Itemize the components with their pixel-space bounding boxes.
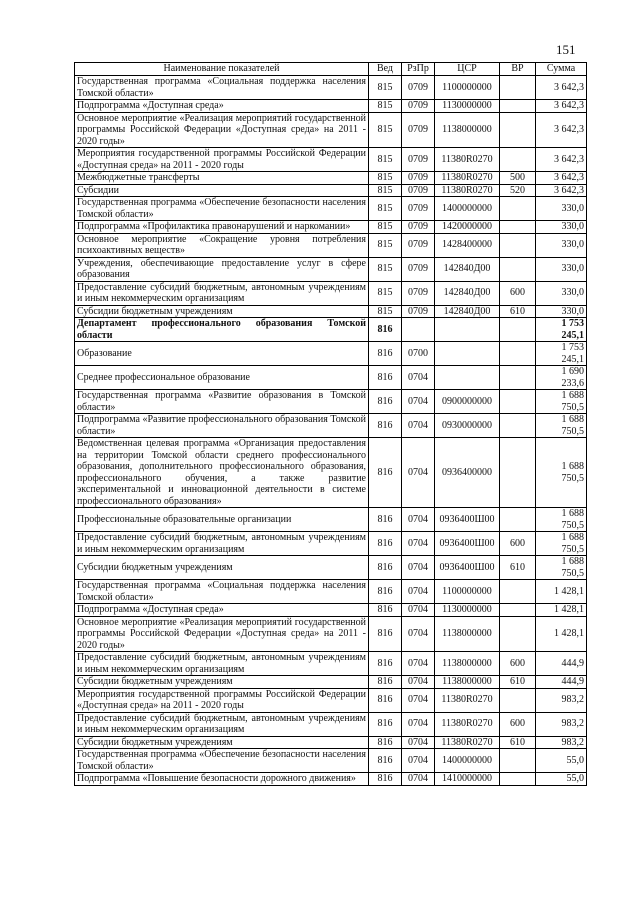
- row-ved: 815: [369, 184, 402, 197]
- row-csr: 1130000000: [435, 604, 500, 617]
- row-csr: 0930000000: [435, 414, 500, 438]
- row-ved: 815: [369, 305, 402, 318]
- row-name: Субсидии бюджетным учреждениям: [75, 676, 369, 689]
- table-row: [75, 604, 587, 617]
- row-ved: 816: [369, 773, 402, 786]
- row-name: Государственная программа «Социальная поддержка населения Томской области»: [75, 76, 369, 100]
- row-csr: 1400000000: [435, 749, 500, 773]
- table-header-row: [75, 63, 587, 76]
- row-vr: [500, 508, 536, 532]
- row-sum: 3 642,3: [536, 100, 587, 113]
- table-row: [75, 257, 587, 281]
- row-csr: 1130000000: [435, 100, 500, 113]
- row-rzpr: 0709: [402, 197, 435, 221]
- row-vr: 610: [500, 676, 536, 689]
- row-sum: 1 753 245,1: [536, 318, 587, 342]
- row-sum: 983,2: [536, 712, 587, 736]
- row-sum: 983,2: [536, 688, 587, 712]
- row-ved: 816: [369, 438, 402, 508]
- row-csr: 142840Д00: [435, 257, 500, 281]
- table-row: [75, 184, 587, 197]
- row-rzpr: 0709: [402, 221, 435, 234]
- row-rzpr: 0704: [402, 438, 435, 508]
- row-name: Ведомственная целевая программа «Организация предоставления на территории Томской области среднего профессионального образования, дополнительного профессионального образования, профессионального обучения, а также развитие экспериментальной и инновационной деятельности в системе профессионального образования»: [75, 438, 369, 508]
- row-csr: 11380R0270: [435, 148, 500, 172]
- row-name: Предоставление субсидий бюджетным, автономным учреждениям и иным некоммерческим организациям: [75, 281, 369, 305]
- row-vr: [500, 100, 536, 113]
- table-row: [75, 736, 587, 749]
- table-row: [75, 532, 587, 556]
- row-ved: 816: [369, 736, 402, 749]
- row-vr: [500, 580, 536, 604]
- row-rzpr: 0709: [402, 148, 435, 172]
- row-rzpr: 0704: [402, 749, 435, 773]
- row-sum: 3 642,3: [536, 172, 587, 185]
- row-csr: 1100000000: [435, 76, 500, 100]
- row-vr: 600: [500, 712, 536, 736]
- row-name: Государственная программа «Развитие образования в Томской области»: [75, 390, 369, 414]
- row-csr: 11380R0270: [435, 736, 500, 749]
- row-rzpr: 0709: [402, 76, 435, 100]
- row-ved: 815: [369, 76, 402, 100]
- row-vr: [500, 342, 536, 366]
- table-row: [75, 414, 587, 438]
- row-vr: [500, 76, 536, 100]
- row-name: Учреждения, обеспечивающие предоставление услуг в сфере образования: [75, 257, 369, 281]
- row-rzpr: 0704: [402, 366, 435, 390]
- table-row: [75, 580, 587, 604]
- row-sum: 1 428,1: [536, 580, 587, 604]
- row-ved: 816: [369, 652, 402, 676]
- row-name: Предоставление субсидий бюджетным, автономным учреждениям и иным некоммерческим организациям: [75, 712, 369, 736]
- row-name: Основное мероприятие «Сокращение уровня потребления психоактивных веществ»: [75, 233, 369, 257]
- table-row: [75, 616, 587, 652]
- row-rzpr: 0704: [402, 773, 435, 786]
- header-name: Наименование показателей: [75, 63, 369, 76]
- row-csr: [435, 318, 500, 342]
- row-vr: [500, 438, 536, 508]
- table-row: [75, 390, 587, 414]
- row-csr: 1420000000: [435, 221, 500, 234]
- row-ved: 816: [369, 688, 402, 712]
- row-ved: 816: [369, 390, 402, 414]
- row-vr: [500, 773, 536, 786]
- row-name: Подпрограмма «Развитие профессионального образования Томской области»: [75, 414, 369, 438]
- table-row: [75, 197, 587, 221]
- row-name: Государственная программа «Социальная поддержка населения Томской области»: [75, 580, 369, 604]
- row-csr: 11380R0270: [435, 184, 500, 197]
- row-csr: 1138000000: [435, 676, 500, 689]
- row-ved: 815: [369, 257, 402, 281]
- row-rzpr: 0704: [402, 532, 435, 556]
- row-ved: 816: [369, 342, 402, 366]
- row-csr: 0900000000: [435, 390, 500, 414]
- header-rzpr: РзПр: [402, 63, 435, 76]
- row-sum: 1 428,1: [536, 604, 587, 617]
- row-rzpr: 0709: [402, 100, 435, 113]
- header-sum: Сумма: [536, 63, 587, 76]
- row-sum: 3 642,3: [536, 76, 587, 100]
- row-name: Субсидии бюджетным учреждениям: [75, 556, 369, 580]
- table-row: [75, 652, 587, 676]
- row-rzpr: 0709: [402, 281, 435, 305]
- row-name: Основное мероприятие «Реализация мероприятий государственной программы Российской Федерации «Доступная среда» на 2011 - 2020 годы»: [75, 112, 369, 148]
- table-row: [75, 773, 587, 786]
- row-vr: 610: [500, 736, 536, 749]
- row-name: Подпрограмма «Доступная среда»: [75, 100, 369, 113]
- row-name: Субсидии бюджетным учреждениям: [75, 305, 369, 318]
- row-name: Профессиональные образовательные организации: [75, 508, 369, 532]
- row-ved: 816: [369, 676, 402, 689]
- row-rzpr: 0709: [402, 305, 435, 318]
- row-rzpr: 0704: [402, 676, 435, 689]
- table-row: [75, 305, 587, 318]
- row-vr: [500, 390, 536, 414]
- row-csr: 0936400000: [435, 438, 500, 508]
- table-row: [75, 676, 587, 689]
- row-rzpr: 0709: [402, 112, 435, 148]
- row-csr: 1428400000: [435, 233, 500, 257]
- row-sum: 1 688 750,5: [536, 508, 587, 532]
- row-csr: 11380R0270: [435, 688, 500, 712]
- row-ved: 816: [369, 414, 402, 438]
- row-sum: 1 690 233,6: [536, 366, 587, 390]
- row-vr: [500, 616, 536, 652]
- table-row: [75, 366, 587, 390]
- row-name: Мероприятия государственной программы Российской Федерации «Доступная среда» на 2011 - 2020 годы: [75, 688, 369, 712]
- row-ved: 815: [369, 148, 402, 172]
- row-csr: 0936400Ш00: [435, 532, 500, 556]
- table-row: [75, 688, 587, 712]
- table-row: [75, 508, 587, 532]
- row-sum: 983,2: [536, 736, 587, 749]
- row-rzpr: 0704: [402, 580, 435, 604]
- table-row: [75, 148, 587, 172]
- header-csr: ЦСР: [435, 63, 500, 76]
- row-csr: [435, 342, 500, 366]
- row-vr: [500, 688, 536, 712]
- row-name: Предоставление субсидий бюджетным, автономным учреждениям и иным некоммерческим организациям: [75, 532, 369, 556]
- row-sum: 330,0: [536, 305, 587, 318]
- row-name: Подпрограмма «Доступная среда»: [75, 604, 369, 617]
- table-row: [75, 281, 587, 305]
- row-vr: 520: [500, 184, 536, 197]
- row-ved: 816: [369, 508, 402, 532]
- row-name: Мероприятия государственной программы Российской Федерации «Доступная среда» на 2011 - 2020 годы: [75, 148, 369, 172]
- row-sum: 330,0: [536, 281, 587, 305]
- row-rzpr: 0704: [402, 688, 435, 712]
- row-ved: 816: [369, 616, 402, 652]
- table-row: [75, 342, 587, 366]
- page-number: 151: [556, 42, 576, 57]
- row-vr: [500, 112, 536, 148]
- header-ved: Вед: [369, 63, 402, 76]
- row-sum: 55,0: [536, 749, 587, 773]
- row-csr: 0936400Ш00: [435, 508, 500, 532]
- row-csr: 1138000000: [435, 616, 500, 652]
- row-sum: 330,0: [536, 197, 587, 221]
- row-ved: 816: [369, 604, 402, 617]
- row-sum: 330,0: [536, 221, 587, 234]
- row-name: Образование: [75, 342, 369, 366]
- table-row: [75, 318, 587, 342]
- table-row: [75, 112, 587, 148]
- row-vr: 610: [500, 305, 536, 318]
- row-csr: [435, 366, 500, 390]
- row-sum: 3 642,3: [536, 112, 587, 148]
- row-sum: 444,9: [536, 676, 587, 689]
- row-vr: 600: [500, 281, 536, 305]
- row-csr: 11380R0270: [435, 712, 500, 736]
- row-csr: 1100000000: [435, 580, 500, 604]
- row-vr: [500, 257, 536, 281]
- budget-table: [74, 62, 587, 786]
- row-sum: 330,0: [536, 233, 587, 257]
- row-rzpr: 0709: [402, 172, 435, 185]
- row-rzpr: [402, 318, 435, 342]
- row-rzpr: 0704: [402, 556, 435, 580]
- row-rzpr: 0709: [402, 233, 435, 257]
- row-name: Государственная программа «Обеспечение безопасности населения Томской области»: [75, 749, 369, 773]
- row-name: Предоставление субсидий бюджетным, автономным учреждениям и иным некоммерческим организациям: [75, 652, 369, 676]
- header-vr: ВР: [500, 63, 536, 76]
- table-row: [75, 221, 587, 234]
- row-ved: 815: [369, 112, 402, 148]
- row-sum: 1 688 750,5: [536, 438, 587, 508]
- row-name: Государственная программа «Обеспечение безопасности населения Томской области»: [75, 197, 369, 221]
- row-vr: 600: [500, 652, 536, 676]
- row-sum: 1 688 750,5: [536, 390, 587, 414]
- row-name: Основное мероприятие «Реализация мероприятий государственной программы Российской Федерации «Доступная среда» на 2011 - 2020 годы»: [75, 616, 369, 652]
- row-ved: 815: [369, 233, 402, 257]
- row-vr: [500, 148, 536, 172]
- row-name: Подпрограмма «Профилактика правонарушений и наркомании»: [75, 221, 369, 234]
- row-rzpr: 0700: [402, 342, 435, 366]
- row-ved: 816: [369, 556, 402, 580]
- row-csr: 1138000000: [435, 652, 500, 676]
- table-row: [75, 76, 587, 100]
- row-sum: 1 688 750,5: [536, 532, 587, 556]
- row-sum: 1 753 245,1: [536, 342, 587, 366]
- row-vr: [500, 221, 536, 234]
- row-vr: 610: [500, 556, 536, 580]
- row-rzpr: 0709: [402, 257, 435, 281]
- table-row: [75, 100, 587, 113]
- row-ved: 815: [369, 172, 402, 185]
- row-name: Подпрограмма «Повышение безопасности дорожного движения»: [75, 773, 369, 786]
- row-ved: 816: [369, 366, 402, 390]
- row-sum: 3 642,3: [536, 148, 587, 172]
- table-row: [75, 749, 587, 773]
- row-rzpr: 0704: [402, 736, 435, 749]
- row-csr: 142840Д00: [435, 305, 500, 318]
- row-rzpr: 0704: [402, 652, 435, 676]
- row-rzpr: 0704: [402, 390, 435, 414]
- row-ved: 815: [369, 100, 402, 113]
- table-row: [75, 712, 587, 736]
- row-ved: 816: [369, 749, 402, 773]
- row-csr: 1138000000: [435, 112, 500, 148]
- row-sum: 1 688 750,5: [536, 556, 587, 580]
- row-vr: [500, 318, 536, 342]
- row-rzpr: 0704: [402, 604, 435, 617]
- row-sum: 55,0: [536, 773, 587, 786]
- row-vr: [500, 604, 536, 617]
- row-sum: 1 688 750,5: [536, 414, 587, 438]
- row-ved: 816: [369, 712, 402, 736]
- row-rzpr: 0704: [402, 712, 435, 736]
- row-vr: 600: [500, 532, 536, 556]
- row-vr: [500, 366, 536, 390]
- row-rzpr: 0709: [402, 184, 435, 197]
- row-ved: 816: [369, 580, 402, 604]
- row-sum: 330,0: [536, 257, 587, 281]
- row-vr: [500, 233, 536, 257]
- row-vr: [500, 414, 536, 438]
- row-csr: 1410000000: [435, 773, 500, 786]
- row-rzpr: 0704: [402, 414, 435, 438]
- row-sum: 444,9: [536, 652, 587, 676]
- table-row: [75, 172, 587, 185]
- row-vr: 500: [500, 172, 536, 185]
- row-csr: 142840Д00: [435, 281, 500, 305]
- row-ved: 816: [369, 318, 402, 342]
- row-ved: 815: [369, 221, 402, 234]
- row-ved: 815: [369, 197, 402, 221]
- table-row: [75, 556, 587, 580]
- table-row: [75, 438, 587, 508]
- row-sum: 1 428,1: [536, 616, 587, 652]
- row-ved: 816: [369, 532, 402, 556]
- row-vr: [500, 197, 536, 221]
- row-csr: 0936400Ш00: [435, 556, 500, 580]
- row-name: Департамент профессионального образования Томской области: [75, 318, 369, 342]
- row-name: Субсидии: [75, 184, 369, 197]
- table-row: [75, 233, 587, 257]
- row-ved: 815: [369, 281, 402, 305]
- row-name: Среднее профессиональное образование: [75, 366, 369, 390]
- row-csr: 11380R0270: [435, 172, 500, 185]
- row-rzpr: 0704: [402, 508, 435, 532]
- row-name: Субсидии бюджетным учреждениям: [75, 736, 369, 749]
- row-csr: 1400000000: [435, 197, 500, 221]
- row-name: Межбюджетные трансферты: [75, 172, 369, 185]
- row-sum: 3 642,3: [536, 184, 587, 197]
- row-vr: [500, 749, 536, 773]
- row-rzpr: 0704: [402, 616, 435, 652]
